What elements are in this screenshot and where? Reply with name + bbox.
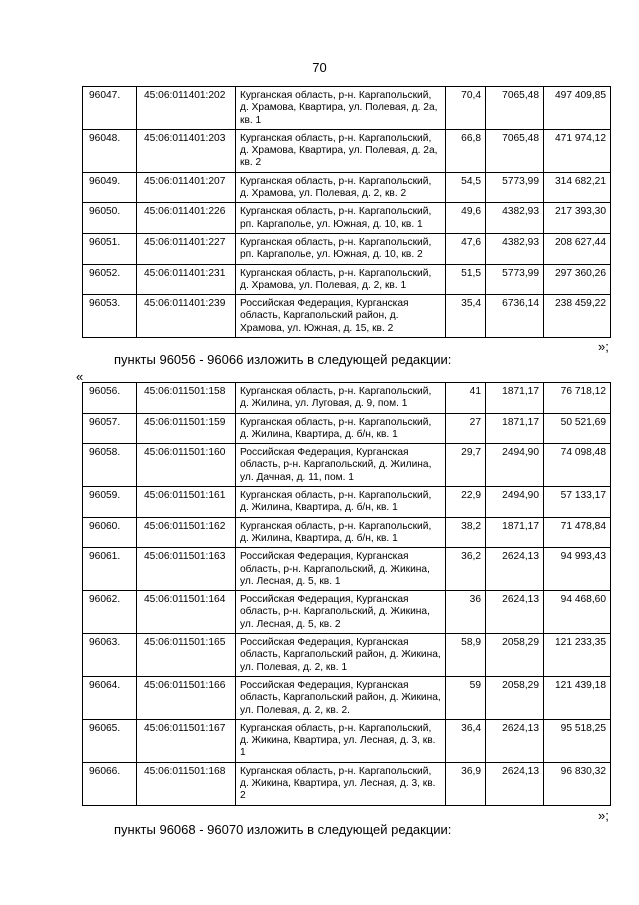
total-value-cell: 94 993,43 [544,548,611,591]
address-cell: Курганская область, р-н. Каргапольский, д. Жилина, Квартира, д. б/н, кв. 1 [236,487,446,518]
unit-price-cell: 7065,48 [486,129,544,172]
area-cell: 54,5 [446,172,486,203]
total-value-cell: 314 682,21 [544,172,611,203]
row-number-cell: 96060. [83,517,137,548]
amendment-paragraph-1: пункты 96056 - 96066 изложить в следующей редакции: [114,352,452,367]
cadastral-number-cell: 45:06:011501:164 [137,591,236,634]
cadastral-number-cell: 45:06:011501:168 [137,762,236,805]
row-number-cell: 96052. [83,264,137,295]
unit-price-cell: 1871,17 [486,517,544,548]
total-value-cell: 50 521,69 [544,413,611,444]
address-cell: Курганская область, р-н. Каргапольский, д. Храмова, ул. Полевая, д. 2, кв. 1 [236,264,446,295]
cadastral-number-cell: 45:06:011501:159 [137,413,236,444]
unit-price-cell: 2624,13 [486,719,544,762]
unit-price-cell: 2058,29 [486,634,544,677]
area-cell: 51,5 [446,264,486,295]
address-cell: Российская Федерация, Курганская область, Каргапольский район, д. Жикина, ул. Полевая, д. 2, кв. 1 [236,634,446,677]
area-cell: 38,2 [446,517,486,548]
cadastral-number-cell: 45:06:011501:167 [137,719,236,762]
row-number-cell: 96065. [83,719,137,762]
table-row [83,129,611,172]
address-cell: Курганская область, р-н. Каргапольский, д. Жикина, Квартира, ул. Лесная, д. 3, кв. 1 [236,719,446,762]
unit-price-cell: 4382,93 [486,233,544,264]
table-row [83,517,611,548]
table-row [83,233,611,264]
cadastral-number-cell: 45:06:011401:239 [137,295,236,338]
total-value-cell: 57 133,17 [544,487,611,518]
row-number-cell: 96066. [83,762,137,805]
cadastral-number-cell: 45:06:011501:158 [137,383,236,414]
area-cell: 35,4 [446,295,486,338]
unit-price-cell: 2624,13 [486,762,544,805]
table-row [83,295,611,338]
total-value-cell: 95 518,25 [544,719,611,762]
unit-price-cell: 5773,99 [486,264,544,295]
table-row [83,676,611,719]
row-number-cell: 96053. [83,295,137,338]
row-number-cell: 96059. [83,487,137,518]
unit-price-cell: 2624,13 [486,591,544,634]
cadastral-number-cell: 45:06:011501:161 [137,487,236,518]
unit-price-cell: 5773,99 [486,172,544,203]
unit-price-cell: 6736,14 [486,295,544,338]
table-row [83,591,611,634]
address-cell: Курганская область, р-н. Каргапольский, д. Жилина, Квартира, д. б/н, кв. 1 [236,413,446,444]
address-cell: Курганская область, р-н. Каргапольский, рп. Каргаполье, ул. Южная, д. 10, кв. 1 [236,203,446,234]
table-row [83,413,611,444]
address-cell: Курганская область, р-н. Каргапольский, д. Жилина, ул. Луговая, д. 9, пом. 1 [236,383,446,414]
total-value-cell: 208 627,44 [544,233,611,264]
unit-price-cell: 1871,17 [486,413,544,444]
unit-price-cell: 1871,17 [486,383,544,414]
cadastral-number-cell: 45:06:011401:226 [137,203,236,234]
cadastral-number-cell: 45:06:011501:162 [137,517,236,548]
unit-price-cell: 4382,93 [486,203,544,234]
row-number-cell: 96050. [83,203,137,234]
table-row [83,548,611,591]
row-number-cell: 96051. [83,233,137,264]
cadastral-number-cell: 45:06:011401:203 [137,129,236,172]
cadastral-number-cell: 45:06:011501:166 [137,676,236,719]
cadastral-number-cell: 45:06:011501:160 [137,444,236,487]
table-row [83,444,611,487]
unit-price-cell: 2624,13 [486,548,544,591]
total-value-cell: 471 974,12 [544,129,611,172]
row-number-cell: 96047. [83,87,137,130]
table-row [83,172,611,203]
row-number-cell: 96049. [83,172,137,203]
closing-quote-mark-2: »; [598,808,609,823]
address-cell: Российская Федерация, Курганская область, р-н. Каргапольский, д. Жикина, ул. Лесная, д. 5, кв. 1 [236,548,446,591]
total-value-cell: 297 360,26 [544,264,611,295]
area-cell: 27 [446,413,486,444]
total-value-cell: 217 393,30 [544,203,611,234]
table-row [83,762,611,805]
page-number: 70 [312,60,327,75]
cadastral-number-cell: 45:06:011501:163 [137,548,236,591]
unit-price-cell: 2058,29 [486,676,544,719]
cadastral-number-cell: 45:06:011401:202 [137,87,236,130]
address-cell: Российская Федерация, Курганская область, р-н. Каргапольский, д. Жикина, ул. Лесная, д. 5, кв. 2 [236,591,446,634]
row-number-cell: 96058. [83,444,137,487]
table-row [83,634,611,677]
area-cell: 36,2 [446,548,486,591]
cadastral-number-cell: 45:06:011501:165 [137,634,236,677]
unit-price-cell: 7065,48 [486,87,544,130]
row-number-cell: 96062. [83,591,137,634]
total-value-cell: 74 098,48 [544,444,611,487]
table-row [83,383,611,414]
unit-price-cell: 2494,90 [486,487,544,518]
row-number-cell: 96048. [83,129,137,172]
area-cell: 59 [446,676,486,719]
area-cell: 66,8 [446,129,486,172]
address-cell: Курганская область, р-н. Каргапольский, д. Жикина, Квартира, ул. Лесная, д. 3, кв. 2 [236,762,446,805]
address-cell: Российская Федерация, Курганская область, р-н. Каргапольский, д. Жилина, ул. Дачная, д. 11, пом. 1 [236,444,446,487]
address-cell: Российская Федерация, Курганская область, Каргапольский район, д. Жикина, ул. Полевая, д. 2, кв. 2. [236,676,446,719]
area-cell: 36 [446,591,486,634]
address-cell: Курганская область, р-н. Каргапольский, рп. Каргаполье, ул. Южная, д. 10, кв. 2 [236,233,446,264]
address-cell: Курганская область, р-н. Каргапольский, д. Жилина, Квартира, д. б/н, кв. 1 [236,517,446,548]
total-value-cell: 96 830,32 [544,762,611,805]
total-value-cell: 76 718,12 [544,383,611,414]
table-row [83,719,611,762]
closing-quote-mark: »; [598,339,609,354]
row-number-cell: 96063. [83,634,137,677]
unit-price-cell: 2494,90 [486,444,544,487]
address-cell: Курганская область, р-н. Каргапольский, д. Храмова, Квартира, ул. Полевая, д. 2а, кв. 2 [236,129,446,172]
address-cell: Курганская область, р-н. Каргапольский, д. Храмова, ул. Полевая, д. 2, кв. 2 [236,172,446,203]
area-cell: 70,4 [446,87,486,130]
area-cell: 36,4 [446,719,486,762]
address-cell: Курганская область, р-н. Каргапольский, д. Храмова, Квартира, ул. Полевая, д. 2а, кв. 1 [236,87,446,130]
row-number-cell: 96061. [83,548,137,591]
row-number-cell: 96064. [83,676,137,719]
total-value-cell: 238 459,22 [544,295,611,338]
property-table-2 [82,382,611,806]
total-value-cell: 497 409,85 [544,87,611,130]
cadastral-number-cell: 45:06:011401:227 [137,233,236,264]
opening-quote-mark: « [76,369,84,384]
cadastral-number-cell: 45:06:011401:231 [137,264,236,295]
area-cell: 36,9 [446,762,486,805]
table-row [83,203,611,234]
table-row [83,487,611,518]
total-value-cell: 71 478,84 [544,517,611,548]
amendment-paragraph-2: пункты 96068 - 96070 изложить в следующей редакции: [114,822,452,837]
table-row [83,264,611,295]
address-cell: Российская Федерация, Курганская область, Каргапольский район, д. Храмова, ул. Южная, д. 15, кв. 2 [236,295,446,338]
area-cell: 58,9 [446,634,486,677]
cadastral-number-cell: 45:06:011401:207 [137,172,236,203]
row-number-cell: 96057. [83,413,137,444]
total-value-cell: 121 439,18 [544,676,611,719]
property-table-1 [82,86,611,338]
area-cell: 41 [446,383,486,414]
table-row [83,87,611,130]
total-value-cell: 94 468,60 [544,591,611,634]
row-number-cell: 96056. [83,383,137,414]
area-cell: 22,9 [446,487,486,518]
area-cell: 49,6 [446,203,486,234]
area-cell: 47,6 [446,233,486,264]
area-cell: 29,7 [446,444,486,487]
total-value-cell: 121 233,35 [544,634,611,677]
